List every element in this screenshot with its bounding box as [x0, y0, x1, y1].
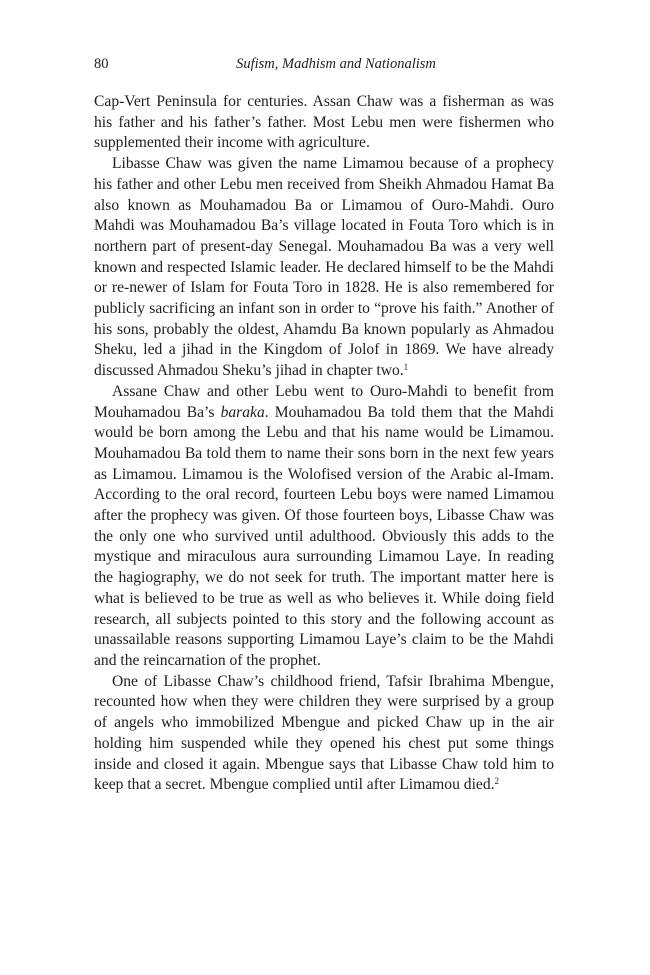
paragraph-1-text: Cap-Vert Peninsula for centuries. Assan Chaw was a fisherman as was his father and his father’s father. Most Lebu men were fishermen who supplemented their income with agriculture.	[94, 93, 554, 152]
page-number: 80	[94, 56, 109, 72]
paragraph-3-text-start: Assane Chaw and other Lebu went to Ouro-Mahdi to benefit from Mouhamadou Ba’s	[94, 382, 554, 421]
footnote-ref-1[interactable]: 1	[403, 362, 409, 373]
paragraph-3-text-end: . Mouhamadou Ba told them that the Mahdi would be born among the Lebu and that his name would be Limamou. Mouhamadou Ba told them to name their sons born in the next few years as Limamou. Limamou is the Wolofised version of the Arabic al-Imam. According to the oral record, fourteen Lebu boys were named Limamou after the prophecy was given. Of those fourteen boys, Libasse Chaw was the only one who survived until adulthood. Obviously this adds to the mystique and miraculous aura surrounding Limamou Laye. In reading the hagiography, we do not seek for truth. The important matter here is what is believed to be true as well as who believes it. While doing field research, all subjects pointed to this story and the following account as unassailable reasons supporting Limamou Laye’s claim to be the Mahdi and the reincarnation of the prophet.	[94, 403, 554, 669]
paragraph-1	[94, 92, 554, 154]
running-head	[94, 52, 554, 78]
footnote-ref-2[interactable]: 2	[494, 776, 500, 787]
running-title: Sufism, Madhism and Nationalism	[236, 56, 436, 72]
paragraph-2-text: Libasse Chaw was given the name Limamou because of a prophecy his father and other Lebu men received from Sheikh Ahmadou Hamat Ba also known as Mouhamadou Ba or Limamou of Ouro-Mahdi. Ouro Mahdi was Mouhamadou Ba’s village located in Fouta Toro which is in northern part of present-day Senegal. Mouhamadou Ba was a very well known and respected Islamic leader. He declared himself to be the Mahdi or re-newer of Islam for Fouta Toro in 1828. He is also remembered for publicly sacrificing an infant son in order to “prove his faith.” Another of his sons, probably the oldest, Ahamdu Ba known popularly as Ahmadou Sheku, led a jihad in the Kingdom of Jolof in 1869. We have already discussed Ahmadou Sheku’s jihad in chapter two.	[94, 155, 554, 380]
paragraph-4	[94, 672, 554, 796]
paragraph-3	[94, 382, 554, 672]
body-text	[94, 92, 554, 796]
book-page	[94, 52, 554, 796]
baraka-term: baraka	[220, 403, 265, 421]
paragraph-4-text: One of Libasse Chaw’s childhood friend, Tafsir Ibrahima Mbengue, recounted how when they were children they were surprised by a group of angels who immobilized Mbengue and picked Chaw up in the air holding him suspended while they opened his chest put some things inside and closed it again. Mbengue says that Libasse Chaw told him to keep that a secret. Mbengue complied until after Limamou died.	[94, 672, 554, 794]
paragraph-2	[94, 154, 554, 382]
